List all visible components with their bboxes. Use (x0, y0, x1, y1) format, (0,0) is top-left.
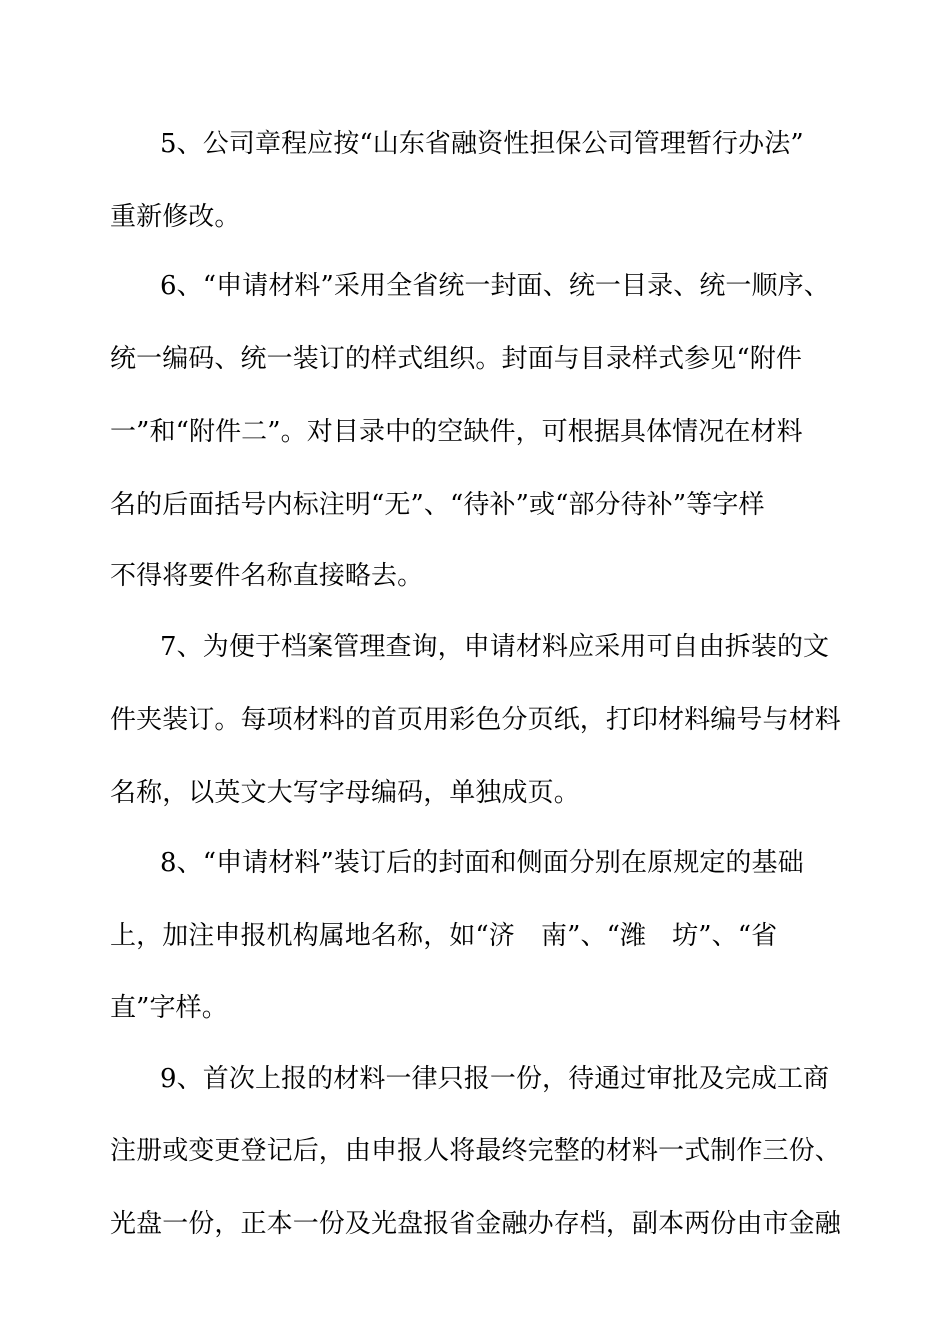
paragraph-8-line-1: 8、“申请材料”装订后的封面和侧面分别在原规定的基础 (160, 848, 804, 878)
paragraph-7-line-1: 7、为便于档案管理查询，申请材料应采用可自由拆装的文 (160, 632, 830, 662)
paragraph-6-line-3: 一”和“附件二”。对目录中的空缺件，可根据具体情况在材料 (110, 417, 803, 447)
paragraph-5-line-1: 5、公司章程应按“山东省融资性担保公司管理暂行办法” (160, 129, 804, 159)
paragraph-6-line-4: 名的后面括号内标注明“无”、“待补”或“部分待补”等字样 (110, 490, 765, 520)
paragraph-6-line-2: 统一编码、统一装订的样式组织。封面与目录样式参见“附件 (110, 344, 802, 374)
paragraph-6-line-1: 6、“申请材料”采用全省统一封面、统一目录、统一顺序、 (160, 271, 830, 301)
paragraph-8-line-3: 直”字样。 (110, 993, 228, 1023)
paragraph-6-line-5: 不得将要件名称直接略去。 (110, 561, 424, 591)
paragraph-5-line-2: 重新修改。 (110, 202, 241, 232)
paragraph-9-line-1: 9、首次上报的材料一律只报一份，待通过审批及完成工商 (160, 1064, 830, 1094)
paragraph-7-line-3: 名称，以英文大写字母编码，单独成页。 (110, 778, 580, 808)
paragraph-7-line-2: 件夹装订。每项材料的首页用彩色分页纸，打印材料编号与材料 (110, 705, 841, 735)
paragraph-8-line-2: 上，加注申报机构属地名称，如“济 南”、“潍 坊”、“省 (110, 921, 778, 951)
paragraph-9-line-2: 注册或变更登记后，由申报人将最终完整的材料一式制作三份、 (110, 1136, 841, 1166)
paragraph-9-line-3: 光盘一份，正本一份及光盘报省金融办存档，副本两份由市金融 (110, 1209, 841, 1239)
